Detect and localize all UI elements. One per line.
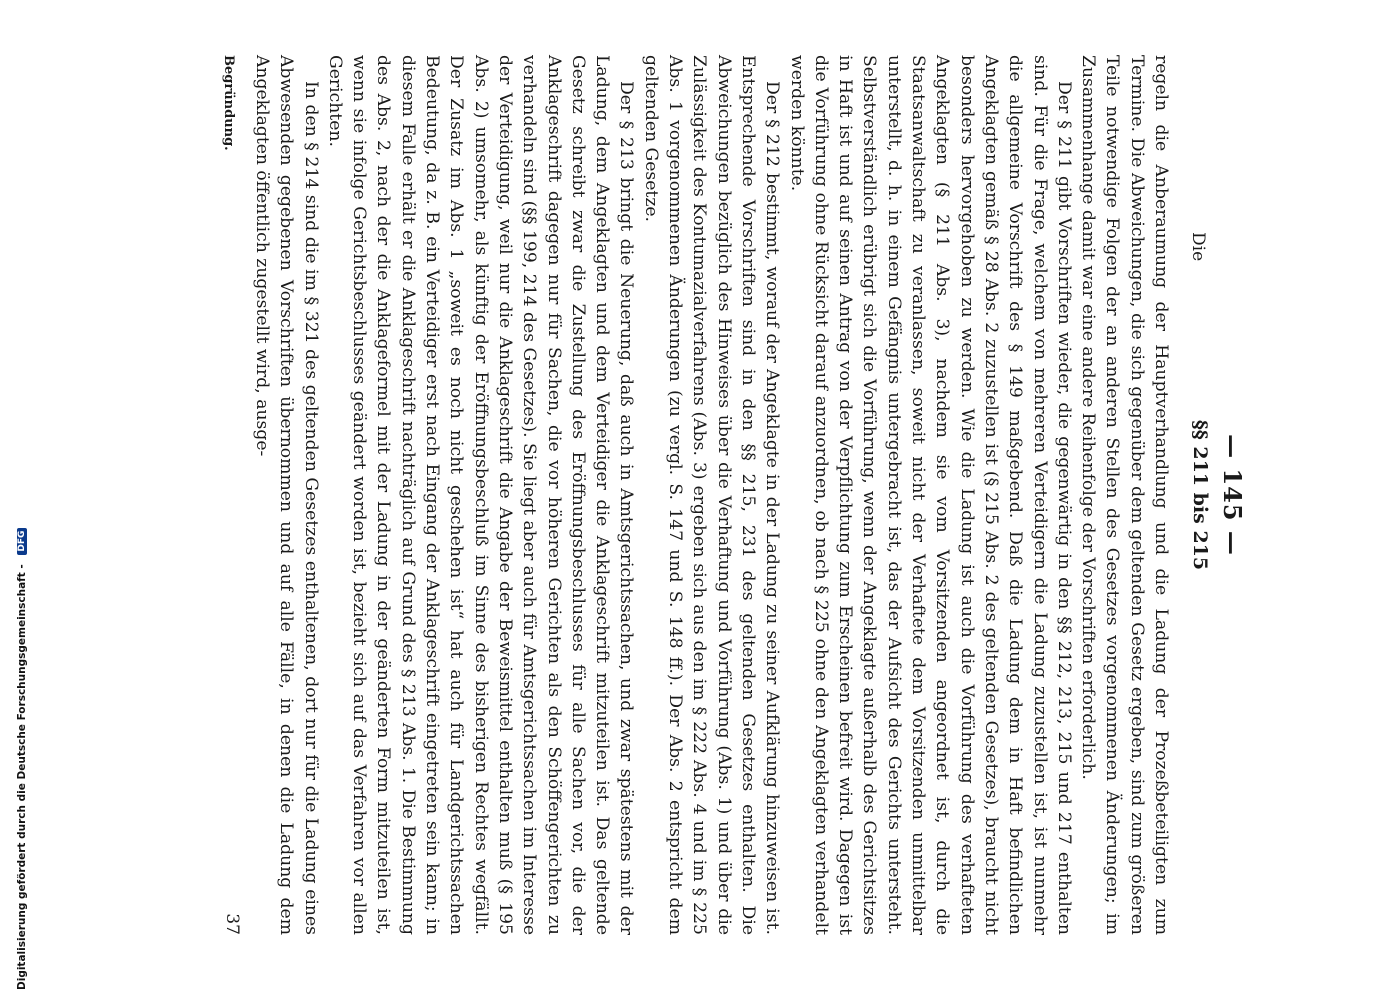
dfg-logo: DFG	[17, 528, 27, 555]
paragraph: Der § 213 bringt die Neuerung, daß auch in Amtsgerichtssachen, und zwar spätestens mit der Ladung, dem Angeklagten und dem Verteidiger die Anklageschrift mitzuteilen ist. Das geltende Gesetz schreibt zwar die Zustellung des Eröffnungsbeschlusses für alle Sachen vor, die der Anklageschrift dagegen nur für Sachen, die vor höheren Gerichten als den Schöffengerichten zu verhandeln sind (§§ 199, 214 des Gesetzes). Sie liegt aber auch für Amtsgerichtssachen im Interesse der Verteidigung, weil nur die Anklageschrift die Angabe der Beweismittel enthalten muß (§ 195 Abs. 2) umsomehr, als künftig der Eröffnungsbeschluß im Sinne des bisherigen Rechtes wegfällt. Der Zusatz im Abs. 1 „soweit es noch nicht geschehen ist“ hat auch für Landgerichtssachen Bedeutung, da z. B. ein Verteidiger erst nach Eingang der Anklageschrift eingetreten sein kann; in diesem Falle erhält er die Anklageschrift nachträglich auf Grund des § 213 Abs. 1. Die Bestimmung des Abs. 2, nach der die Anklageformel mit der Ladung in der geänderten Form mitzuteilen ist, wenn sie infolge Gerichtsbeschlusses geändert worden ist, bezieht sich auf das Verfahren vor allen Gerichten.	[324, 55, 637, 935]
page-header	[1191, 55, 1251, 935]
signature-mark: Begründung.	[220, 55, 236, 151]
sheet-number: 37	[221, 913, 242, 935]
body-text	[250, 55, 1173, 935]
notice-text: Digitalisierung gefördert durch die Deutsche Forschungsgemeinschaft -	[16, 564, 28, 990]
paragraph: regeln die Anberaumung der Hauptverhandlung und die Ladung der Prozeßbeteiligten zum Termine. Die Abweichungen, die sich gegenüber dem geltenden Gesetz ergeben, sind zum größeren Teile notwendige Folgen der an anderen Stellen des Gesetzes vorgenommenen Änderungen; im Zusammenhange damit war eine andere Reihenfolge der Vorschriften erforderlich.	[1078, 55, 1171, 935]
paragraph: Der § 211 gibt Vorschriften wieder, die gegenwärtig in den §§ 212, 213, 215 und 217 enthalten sind. Für die Frage, welchem von mehreren Verteidigern die Ladung zuzustellen ist, ist nunmehr die allgemeine Vorschrift des § 149 maßgebend. Daß die Ladung dem in Haft befindlichen Angeklagten gemäß § 28 Abs. 2 zuzustellen ist (§ 215 Abs. 2 des geltenden Gesetzes), braucht nicht besonders hervorgehoben zu werden. Wie die Ladung ist auch die Vorführung des verhafteten Angeklagten (§ 211 Abs. 3), nachdem sie vom Vorsitzenden angeordnet ist, durch die Staatsanwaltschaft zu veranlassen, soweit nicht der Verhaftete dem Vorsitzenden unmittelbar unterstellt, d. h. in einem Gefängnis untergebracht ist, das der Aufsicht des Gerichts untersteht. Selbstverständlich erübrigt sich die Vorführung, wenn der Angeklagte außerhalb des Gerichtsitzes in Haft ist und auf seinen Antrag von der Verpflichtung zum Erscheinen befreit wird. Dagegen ist die Vorführung ohne Rücksicht darauf anzuordnen, ob nach § 225 ohne den Angeklagten verhandelt werden könnte.	[786, 55, 1074, 935]
section-title: §§ 211 bis 215	[1189, 419, 1211, 571]
paragraph: In den § 214 sind die im § 321 des geltenden Gesetzes enthaltenen, dort nur für die Ladung eines Abwesenden gegebenen Vorschriften übernommen und auf alle Fälle, in denen die Ladung dem Angeklagten öffentlich zugestellt wird, ausge-	[252, 55, 321, 935]
catchword: Die	[1188, 232, 1208, 262]
page-number: — 145 —	[1218, 434, 1247, 556]
paragraph: Der § 212 bestimmt, worauf der Angeklagte in der Ladung zu seiner Aufklärung hinzuweisen ist. Entsprechende Vorschriften sind in den §§ 215, 231 des geltenden Gesetzes enthalten. Die Abweichungen bezüglich des Hinweises über die Verhaftung und Vorführung (Abs. 1) und über die Zulässigkeit des Kontumazialverfahrens (Abs. 3) ergeben sich aus den im § 222 Abs. 4 und im § 225 Abs. 1 vorgenommenen Änderungen (zu vergl. S. 147 und S. 148 ff.). Der Abs. 2 entspricht dem geltenden Gesetze.	[640, 55, 783, 935]
page-footer	[202, 55, 242, 935]
page-content	[202, 55, 1263, 935]
